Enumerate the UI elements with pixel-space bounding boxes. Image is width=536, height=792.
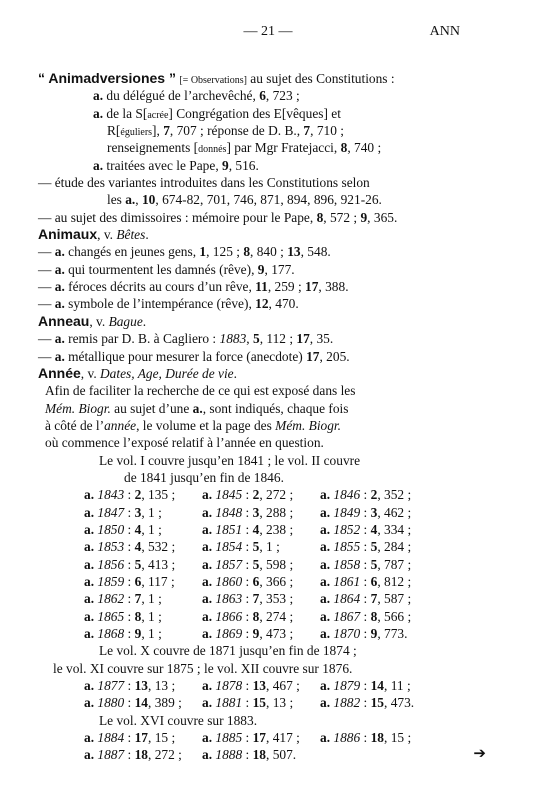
sub-entry: — a. changés en jeunes gens, 1, 125 ; 8, 840 ; 13, 548. bbox=[38, 244, 331, 260]
year-entry: a. 1867 : 8, 566 ; bbox=[320, 608, 412, 624]
year-entry: a. 1886 : 18, 15 ; bbox=[320, 730, 412, 746]
year-entry: a. 1887 : 18, 272 ; bbox=[84, 747, 182, 763]
year-row bbox=[38, 504, 500, 521]
entry-annee-head: Année, v. Dates, Age, Durée de vie. bbox=[38, 364, 237, 381]
year-entry: a. 1865 : 8, 1 ; bbox=[84, 608, 162, 624]
year-entry: a. 1869 : 9, 473 ; bbox=[202, 626, 294, 641]
year-entry: a. 1862 : 7, 1 ; bbox=[84, 591, 162, 607]
year-row bbox=[38, 677, 500, 694]
volume-note: Le vol. X couvre de 1871 jusqu’en fin de 1874 ; bbox=[99, 643, 357, 659]
year-entry: a. 1880 : 14, 389 ; bbox=[84, 695, 182, 711]
year-table-1 bbox=[38, 486, 500, 642]
year-entry: a. 1856 : 5, 413 ; bbox=[84, 556, 176, 572]
annee-intro: Mém. Biogr. au sujet d’une a., sont indiqués, chaque fois bbox=[45, 400, 349, 416]
year-entry: a. 1863 : 7, 353 ; bbox=[202, 591, 294, 607]
year-entry: a. 1877 : 13, 13 ; bbox=[84, 678, 176, 694]
year-entry: a. 1868 : 9, 1 ; bbox=[84, 626, 162, 641]
sub-entry: — au sujet des dimissoires : mémoire pour le Pape, 8, 572 ; 9, 365. bbox=[38, 209, 398, 225]
year-entry: a. 1850 : 4, 1 ; bbox=[84, 521, 162, 537]
sub-entry: — a. symbole de l’intempérance (rêve), 12, 470. bbox=[38, 296, 299, 312]
sub-entry-cont: R[éguliers], 7, 707 ; réponse de D. B., 7, 710 ; bbox=[107, 123, 344, 139]
annee-intro: Afin de faciliter la recherche de ce qui est exposé dans les bbox=[45, 383, 356, 399]
year-entry: a. 1855 : 5, 284 ; bbox=[320, 539, 412, 555]
year-row bbox=[38, 538, 500, 555]
sub-entry: — a. métallique pour mesurer la force (anecdote) 17, 205. bbox=[38, 348, 350, 364]
year-entry: a. 1870 : 9, 773. bbox=[320, 626, 408, 641]
year-entry: a. 1857 : 5, 598 ; bbox=[202, 556, 294, 572]
sub-entry-cont: les a., 10, 674-82, 701, 746, 871, 894, 896, 921-26. bbox=[107, 192, 382, 208]
year-row bbox=[38, 556, 500, 573]
year-row bbox=[38, 608, 500, 625]
year-entry: a. 1861 : 6, 812 ; bbox=[320, 573, 412, 589]
year-entry: a. 1864 : 7, 587 ; bbox=[320, 591, 412, 607]
year-entry: a. 1860 : 6, 366 ; bbox=[202, 573, 294, 589]
year-table-3 bbox=[38, 729, 500, 764]
volume-note: Le vol. XVI couvre sur 1883. bbox=[99, 712, 258, 728]
entry-animadversiones-head: “ Animadversiones ” [= Observations] au sujet des Constitutions : bbox=[38, 70, 395, 86]
year-entry: a. 1846 : 2, 352 ; bbox=[320, 487, 412, 503]
sub-entry: a. de la S[acrée] Congrégation des E[vêques] et bbox=[93, 105, 341, 121]
sub-entry: a. traitées avec le Pape, 9, 516. bbox=[93, 157, 259, 173]
year-entry: a. 1851 : 4, 238 ; bbox=[202, 521, 294, 537]
entry-anneau-head: Anneau, v. Bague. bbox=[38, 312, 147, 329]
sub-entry: a. du délégué de l’archevêché, 6, 723 ; bbox=[93, 88, 300, 104]
year-row bbox=[38, 590, 500, 607]
year-row bbox=[38, 573, 500, 590]
sub-entry: — a. féroces décrits au cours d’un rêve, 11, 259 ; 17, 388. bbox=[38, 279, 349, 295]
sub-entry: — a. remis par D. B. à Cagliero : 1883, 5, 112 ; 17, 35. bbox=[38, 331, 334, 347]
year-entry: a. 1884 : 17, 15 ; bbox=[84, 730, 176, 746]
year-entry: a. 1853 : 4, 532 ; bbox=[84, 539, 176, 555]
year-table-2 bbox=[38, 677, 500, 712]
sub-entry-cont: renseignements [donnés] par Mgr Fratejacci, 8, 740 ; bbox=[107, 140, 382, 156]
year-entry: a. 1879 : 14, 11 ; bbox=[320, 678, 411, 694]
year-entry: a. 1843 : 2, 135 ; bbox=[84, 487, 176, 503]
year-row bbox=[38, 486, 500, 503]
year-entry: a. 1866 : 8, 274 ; bbox=[202, 608, 294, 624]
year-entry: a. 1885 : 17, 417 ; bbox=[202, 730, 300, 746]
year-entry: a. 1882 : 15, 473. bbox=[320, 695, 415, 711]
year-entry: a. 1881 : 15, 13 ; bbox=[202, 695, 294, 711]
year-entry: a. 1848 : 3, 288 ; bbox=[202, 504, 294, 520]
entry-animaux-head: Animaux, v. Bêtes. bbox=[38, 226, 149, 243]
volume-note: le vol. XI couvre sur 1875 ; le vol. XII couvre sur 1876. bbox=[53, 660, 353, 676]
annee-intro: où commence l’exposé relatif à l’année en question. bbox=[45, 435, 324, 451]
annee-intro: à côté de l’année, le volume et la page des Mém. Biogr. bbox=[45, 417, 341, 433]
year-row bbox=[38, 746, 500, 763]
volume-note: Le vol. I couvre jusqu’en 1841 ; le vol. II couvre bbox=[99, 452, 361, 468]
continue-arrow-icon: ➔ bbox=[473, 746, 486, 763]
year-row bbox=[38, 521, 500, 538]
index-content bbox=[38, 70, 500, 764]
year-entry: a. 1854 : 5, 1 ; bbox=[202, 539, 280, 555]
year-entry: a. 1845 : 2, 272 ; bbox=[202, 487, 294, 503]
year-entry: a. 1852 : 4, 334 ; bbox=[320, 521, 412, 537]
year-row bbox=[38, 729, 500, 746]
year-entry: a. 1878 : 13, 467 ; bbox=[202, 678, 300, 694]
running-head: ANN bbox=[429, 24, 460, 39]
year-entry: a. 1847 : 3, 1 ; bbox=[84, 504, 162, 520]
year-entry: a. 1858 : 5, 787 ; bbox=[320, 556, 412, 572]
year-entry: a. 1849 : 3, 462 ; bbox=[320, 504, 412, 520]
sub-entry: — étude des variantes introduites dans les Constitutions selon bbox=[38, 175, 370, 191]
year-entry: a. 1888 : 18, 507. bbox=[202, 747, 297, 763]
sub-entry: — a. qui tourmentent les damnés (rêve), 9, 177. bbox=[38, 261, 295, 277]
page-number: — 21 — bbox=[243, 24, 293, 39]
year-row bbox=[38, 694, 500, 711]
year-entry: a. 1859 : 6, 117 ; bbox=[84, 573, 175, 589]
volume-note: de 1841 jusqu’en fin de 1846. bbox=[124, 469, 284, 485]
year-row bbox=[38, 625, 500, 642]
